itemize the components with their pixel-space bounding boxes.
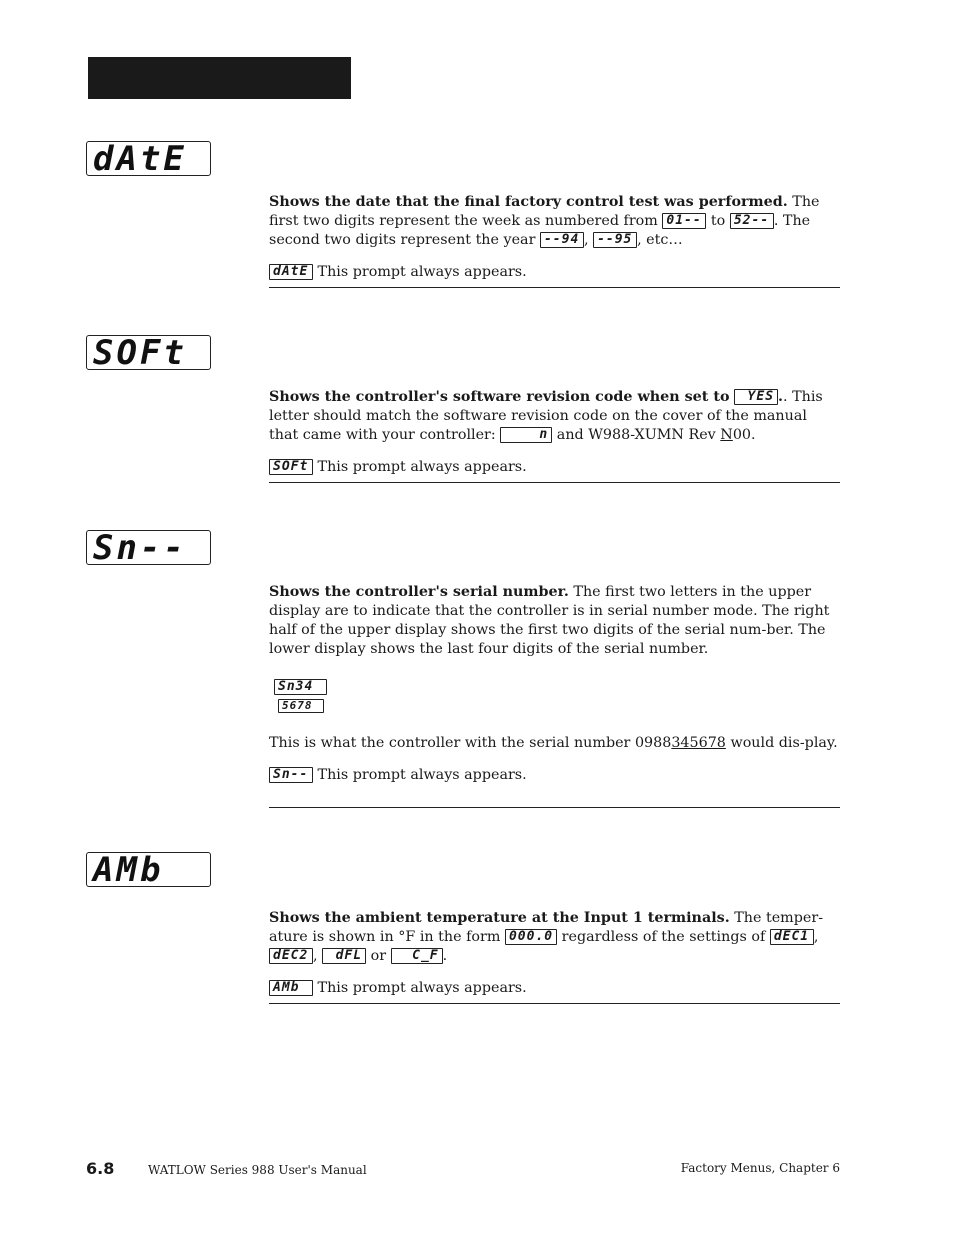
lcd-code: Sn--: [269, 767, 313, 783]
sample-upper-display: Sn34: [274, 679, 327, 695]
text: 00.: [732, 427, 756, 443]
lcd-code: --94: [540, 232, 584, 248]
divider: [269, 287, 840, 288]
date-lead: Shows the date that the final factory control test was performed.: [269, 194, 788, 210]
text: ,: [313, 948, 323, 964]
lcd-code: 000.0: [505, 929, 557, 945]
text: ,: [813, 929, 819, 945]
text: This prompt always appears.: [313, 767, 527, 783]
text: .: [442, 948, 448, 964]
text: would dis-play.: [725, 735, 838, 751]
text: This prompt always appears.: [313, 459, 527, 475]
page-number: 6.8: [86, 1159, 115, 1178]
text: regardless of the settings of: [557, 929, 770, 945]
date-description: [269, 193, 840, 250]
footer-title: WATLOW Series 988 User's Manual: [148, 1163, 367, 1177]
serial-lead: Shows the controller's serial number.: [269, 584, 569, 600]
text: N: [720, 427, 733, 443]
lcd-code: AMb: [269, 980, 313, 996]
soft-description: [269, 388, 840, 445]
text: or: [366, 948, 391, 964]
lcd-code: SOFt: [269, 459, 313, 475]
ambient-section: [269, 909, 840, 998]
soft-section: [269, 388, 840, 477]
lcd-code: 01--: [662, 213, 706, 229]
text: to: [706, 213, 730, 229]
serial-description: [269, 583, 840, 659]
text: ,: [583, 232, 594, 248]
serial-sample-display: [274, 679, 327, 713]
lcd-code: dFL: [322, 948, 366, 964]
serial-example-text: [269, 734, 840, 753]
divider: [269, 482, 840, 483]
text: .: [778, 389, 784, 405]
text: This prompt always appears.: [313, 980, 527, 996]
text: , etc…: [637, 232, 683, 248]
header-bar: [88, 57, 351, 99]
soft-prompt-display: SOFt: [86, 335, 211, 370]
lcd-code: dEC1: [770, 929, 814, 945]
lcd-code: YES: [734, 389, 778, 405]
soft-note: [269, 458, 840, 477]
text: . This letter should match the software revision code on the cover of the manual that came with your controller:: [269, 389, 823, 443]
divider: [269, 1003, 840, 1004]
text: This is what the controller with the serial number 0988: [269, 735, 672, 751]
text: 345678: [671, 735, 726, 751]
text: The first two letters in the upper display are to indicate that the controller is in serial number mode. The right half of the upper display shows the first two digits of the serial num-ber. The lower display shows the last four digits of the serial number.: [269, 584, 830, 657]
lcd-code: --95: [593, 232, 637, 248]
serial-prompt-display: Sn--: [86, 530, 211, 565]
lcd-code: dAtE: [269, 264, 313, 280]
ambient-lead: Shows the ambient temperature at the Input 1 terminals.: [269, 910, 730, 926]
date-section: [269, 193, 840, 282]
divider: [269, 807, 840, 808]
serial-note: [269, 766, 840, 785]
lcd-code: 52--: [730, 213, 774, 229]
lcd-code: n: [500, 427, 552, 443]
text: The first two digits represent the week as numbered from: [269, 194, 820, 229]
text: This prompt always appears.: [313, 264, 527, 280]
text: . The second two digits represent the year: [269, 213, 811, 248]
lcd-code: C_F: [391, 948, 443, 964]
ambient-description: [269, 909, 840, 966]
date-note: [269, 263, 840, 282]
text: The temper-ature is shown in °F in the form: [269, 910, 824, 945]
footer-chapter: Factory Menus, Chapter 6: [680, 1161, 840, 1175]
text: and W988-XUMN Rev: [552, 427, 721, 443]
sample-lower-display: 5678: [278, 699, 324, 713]
soft-lead: Shows the controller's software revision code when set to: [269, 389, 730, 405]
serial-example: [269, 734, 840, 785]
date-prompt-display: dAtE: [86, 141, 211, 176]
lcd-code: dEC2: [269, 948, 313, 964]
ambient-prompt-display: AMb: [86, 852, 211, 887]
ambient-note: [269, 979, 840, 998]
serial-section: [269, 583, 840, 659]
